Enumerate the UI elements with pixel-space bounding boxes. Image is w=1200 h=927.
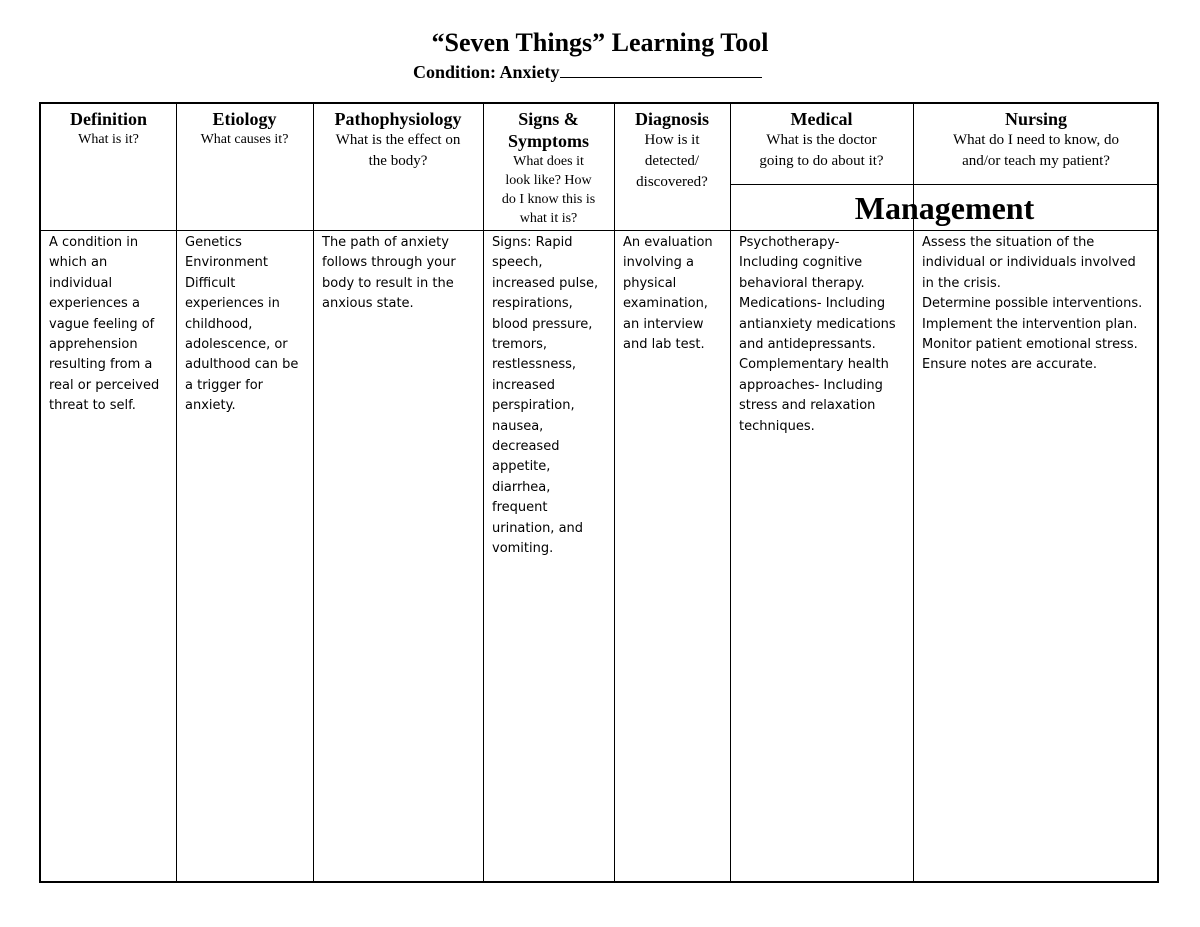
management-divider — [730, 184, 1159, 185]
header-signs-symptoms — [483, 108, 614, 228]
header-diagnosis-subtitle-2: detected/ — [644, 153, 700, 169]
header-diagnosis-subtitle-1: How is it — [644, 132, 700, 148]
cell-line: Genetics — [185, 235, 242, 250]
cell-line: blood pressure, — [492, 316, 593, 332]
page-title: “Seven Things” Learning Tool — [431, 28, 769, 57]
learning-tool-table — [39, 102, 1159, 883]
cell-line: experiences in — [185, 296, 280, 312]
header-medical-title: Medical — [790, 109, 853, 129]
cell-etiology — [185, 233, 311, 417]
header-etiology-title: Etiology — [212, 109, 277, 129]
cell-line: Psychotherapy- — [739, 235, 840, 250]
cell-line: Difficult — [185, 275, 236, 291]
cell-definition — [49, 233, 174, 417]
cell-line: nausea, — [492, 418, 544, 434]
header-etiology — [176, 108, 313, 149]
cell-line: physical — [623, 275, 677, 291]
cell-line: Including cognitive — [739, 255, 863, 271]
cell-line: vomiting. — [492, 541, 554, 557]
header-diagnosis-subtitle-3: discovered? — [636, 174, 708, 190]
cell-line: approaches- Including — [739, 377, 883, 393]
cell-line: anxious state. — [322, 296, 414, 312]
cell-line: diarrhea, — [492, 479, 551, 495]
cell-nursing — [922, 233, 1157, 376]
header-etiology-subtitle: What causes it? — [200, 132, 289, 147]
cell-line: apprehension — [49, 337, 138, 353]
cell-line: a trigger for — [185, 377, 264, 393]
header-nursing-title: Nursing — [1004, 109, 1067, 129]
cell-line: and antidepressants. — [739, 337, 876, 353]
header-medical-subtitle-2: going to do about it? — [759, 153, 884, 169]
cell-line: which an — [49, 255, 108, 271]
cell-line: adulthood can be — [185, 357, 299, 373]
header-diagnosis-title: Diagnosis — [634, 109, 710, 129]
cell-pathophysiology — [322, 233, 481, 315]
cell-line: Determine possible interventions. — [922, 296, 1143, 312]
cell-line: appetite, — [492, 459, 551, 475]
cell-line: body to result in the — [322, 275, 454, 291]
cell-line: Implement the intervention plan. — [922, 316, 1138, 332]
cell-line: restlessness, — [492, 357, 576, 373]
management-label: Management — [854, 190, 1035, 226]
cell-line: individual or individuals involved — [922, 255, 1136, 271]
header-medical — [730, 108, 913, 172]
cell-line: tremors, — [492, 337, 548, 353]
header-signs-symptoms-title-1: Signs & — [518, 109, 579, 129]
header-definition-title: Definition — [69, 109, 147, 129]
cell-line: A condition in — [49, 235, 139, 250]
cell-line: involving a — [623, 255, 695, 271]
header-nursing-subtitle-2: and/or teach my patient? — [962, 153, 1110, 169]
header-signs-symptoms-subtitle-2: look like? How — [505, 173, 592, 188]
cell-line: Medications- Including — [739, 296, 886, 312]
cell-line: follows through your — [322, 255, 456, 271]
cell-line: Ensure notes are accurate. — [922, 357, 1098, 373]
header-pathophysiology-subtitle-1: What is the effect on — [335, 132, 461, 148]
condition-label: Condition: Anxiety — [413, 62, 560, 82]
cell-line: decreased — [492, 439, 560, 455]
cell-line: Assess the situation of the — [922, 235, 1095, 250]
cell-line: individual — [49, 275, 113, 291]
header-pathophysiology — [313, 108, 483, 172]
cell-line: real or perceived — [49, 377, 160, 393]
cell-line: Environment — [185, 255, 269, 271]
header-signs-symptoms-subtitle-3: do I know this is — [501, 192, 596, 207]
header-signs-symptoms-subtitle-1: What does it — [513, 154, 584, 169]
cell-line: The path of anxiety — [322, 235, 449, 250]
header-nursing-subtitle-1: What do I need to know, do — [952, 132, 1120, 148]
header-pathophysiology-title: Pathophysiology — [334, 109, 462, 129]
column-divider — [614, 104, 615, 881]
header-divider — [41, 230, 1159, 231]
cell-line: threat to self. — [49, 398, 136, 414]
cell-line: urination, and — [492, 520, 584, 536]
cell-line: increased pulse, — [492, 275, 599, 291]
cell-line: perspiration, — [492, 398, 575, 414]
header-signs-symptoms-title-2: Symptoms — [507, 131, 589, 151]
header-nursing — [913, 108, 1159, 172]
cell-line: in the crisis. — [922, 275, 1001, 291]
cell-line: frequent — [492, 500, 548, 516]
cell-line: examination, — [623, 296, 708, 312]
cell-line: increased — [492, 377, 556, 393]
header-signs-symptoms-subtitle-4: what it is? — [519, 211, 578, 226]
cell-line: stress and relaxation — [739, 398, 876, 414]
cell-line: Complementary health — [739, 357, 889, 373]
column-divider — [313, 104, 314, 881]
header-definition — [41, 108, 176, 149]
cell-line: antianxiety medications — [739, 316, 896, 332]
cell-line: adolescence, or — [185, 337, 288, 353]
cell-line: respirations, — [492, 296, 573, 312]
cell-line: experiences a — [49, 296, 140, 312]
cell-signs-symptoms — [492, 233, 612, 560]
cell-line: and lab test. — [623, 337, 705, 353]
cell-line: speech, — [492, 255, 543, 271]
cell-line: techniques. — [739, 418, 815, 434]
condition-blank — [560, 63, 762, 78]
cell-diagnosis — [623, 233, 728, 355]
cell-medical — [739, 233, 911, 437]
cell-line: An evaluation — [623, 235, 713, 250]
cell-line: behavioral therapy. — [739, 275, 865, 291]
cell-line: childhood, — [185, 316, 253, 332]
cell-line: vague feeling of — [49, 316, 155, 332]
header-definition-subtitle: What is it? — [78, 132, 139, 147]
header-diagnosis — [614, 108, 730, 193]
header-medical-subtitle-1: What is the doctor — [766, 132, 877, 148]
cell-line: an interview — [623, 316, 704, 332]
cell-line: Monitor patient emotional stress. — [922, 337, 1138, 353]
cell-line: resulting from a — [49, 357, 153, 373]
condition-line — [413, 62, 762, 83]
column-divider — [176, 104, 177, 881]
header-pathophysiology-subtitle-2: the body? — [368, 153, 428, 169]
cell-line: anxiety. — [185, 398, 236, 414]
cell-line: Signs: Rapid — [492, 235, 573, 250]
